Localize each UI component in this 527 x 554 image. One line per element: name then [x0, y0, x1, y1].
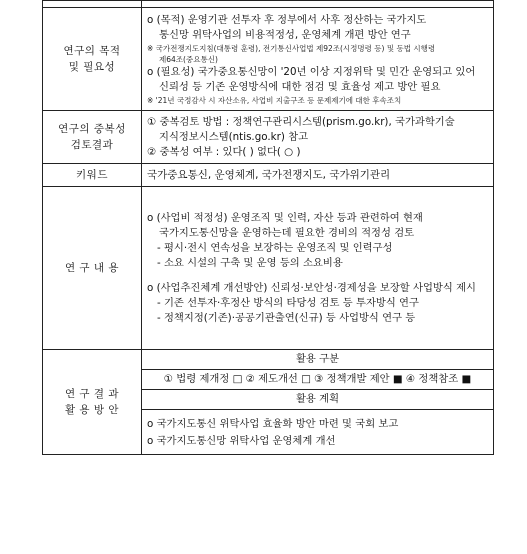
keyword-content: 국가중요통신, 운영체계, 국가전쟁지도, 국가위기관리 — [142, 164, 494, 187]
overlap-result: ② 중복성 여부 : 있다( ) 없다( ○ ) — [147, 145, 301, 158]
research-item-1-sub-2: - 소요 시설의 구축 및 운영 등의 소요비용 — [157, 256, 343, 269]
utilization-row — [43, 350, 494, 455]
utilization-categories: ① 법령 제개정 □ ② 제도개선 □ ③ 정책개발 제안 ■ ④ 정책참조 ■ — [142, 369, 493, 389]
research-label: 연 구 내 용 — [43, 187, 142, 350]
overlap-row — [43, 111, 494, 164]
purpose-goal-cont: 통신망 위탁사업의 비용적정성, 운영체계 개편 방안 연구 — [159, 28, 411, 41]
purpose-row — [43, 8, 494, 111]
utilization-plan-list — [142, 409, 493, 454]
purpose-note-2: ※ '21년 국정감사 시 자산소유, 사업비 지출구조 등 문제제기에 대한 후속조치 — [147, 95, 402, 105]
purpose-necessity-cont: 신뢰성 등 기존 운영방식에 대한 점검 및 효율성 제고 방안 필요 — [159, 80, 441, 93]
purpose-goal: o (목적) 운영기관 선투자 후 정부에서 사후 정산하는 국가지도 — [147, 13, 427, 26]
utilization-category-title: 활용 구분 — [295, 353, 340, 365]
research-item-1: o (사업비 적정성) 운영조직 및 인력, 자산 등과 관련하여 현재 — [147, 211, 423, 224]
research-content — [142, 187, 494, 350]
keyword-label: 키워드 — [43, 164, 142, 187]
research-row — [43, 187, 494, 350]
overlap-method: ① 중복검토 방법 : 정책연구관리시스템(prism.go.kr), 국가과학기술 — [147, 115, 455, 128]
utilization-plan-1: o 국가지도통신 위탁사업 효율화 방안 마련 및 국회 보고 — [147, 418, 399, 430]
utilization-plan-2: o 국가지도통신망 위탁사업 운영체계 개선 — [147, 435, 336, 447]
research-item-2-sub-2: - 정책지정(기존)·공공기관출연(신규) 등 사업방식 연구 등 — [157, 311, 416, 324]
research-item-1-cont: 국가지도통신망을 운영하는데 필요한 경비의 적정성 검토 — [159, 226, 415, 239]
previous-row-fragment — [43, 1, 494, 8]
form-table — [42, 0, 494, 455]
purpose-note-1b: 제64조(중요통신) — [159, 54, 218, 64]
overlap-label: 연구의 중복성 검토결과 — [43, 111, 142, 164]
research-plan-form — [42, 0, 494, 455]
utilization-plan-title: 활용 계획 — [142, 389, 493, 409]
utilization-content — [142, 350, 494, 455]
research-item-2-sub-1: - 기존 선투자·후정산 방식의 타당성 검토 등 투자방식 연구 — [157, 296, 419, 309]
purpose-necessity: o (필요성) 국가중요통신망이 '20년 이상 지정위탁 및 민간 운영되고 있어 — [147, 65, 476, 78]
overlap-content — [142, 111, 494, 164]
purpose-content — [142, 8, 494, 111]
utilization-label: 연 구 결 과 활 용 방 안 — [43, 350, 142, 455]
research-item-1-sub-1: - 평시·전시 연속성을 보장하는 운영조직 및 인력구성 — [157, 241, 393, 254]
purpose-note-1a: ※ 국가전쟁지도지침(대통령 훈령), 전기통신사업법 제92조(시정명령 등) 및 동법 시행령 — [147, 43, 436, 53]
keyword-row — [43, 164, 494, 187]
purpose-label: 연구의 목적 및 필요성 — [43, 8, 142, 111]
overlap-method-cont: 지식정보시스템(ntis.go.kr) 참고 — [159, 130, 309, 143]
research-item-2: o (사업추진체계 개선방안) 신뢰성·보안성·경제성을 보장할 사업방식 제시 — [147, 281, 476, 294]
